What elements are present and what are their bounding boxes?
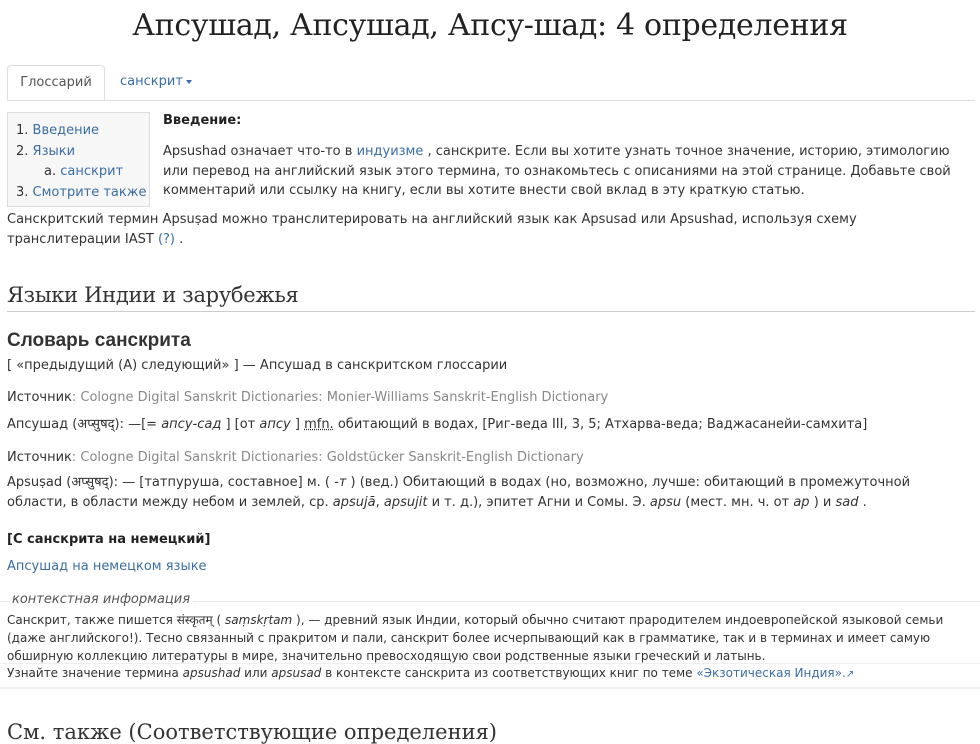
entry-monier-williams: Апсушад (अप्सुषद्): —[= апсу-сад ] [от апсу ] mfn. обитающий в водах, [Риг-веда III, 3, 5; Атхарва-веда; Ваджасанейи-самхита] [7, 417, 868, 432]
toc-item: a. санскрит [44, 164, 124, 179]
toc-item: 2. Языки [16, 143, 76, 159]
context-text: Санскрит, также пишется संस्कृतम् ( saṃskṛtam ), — древний язык Индии, который обычно считают прародителем индоевропейской языковой семьи (даже английского!). Тесно связанный с пракритом и пали, санскрит более исчерпывающий как в грамматике, так и в терминах и имеет самую обширную коллекцию литературы в мире, значительно превосходящую свои родственные языки греческий и латынь. [7, 613, 944, 663]
intro-text: Apsushad означает что-то в индуизме , санскрите. Если вы хотите узнать точное значение, историю, этимологию или перевод на английский язык этого термина, то ознакомьтесь с описаниями на этой странице. Добавьте свой комментарий или ссылку на книгу, если вы хотите внести свой вклад в эту краткую статью. [163, 144, 951, 198]
toc-link-languages[interactable]: Языки [32, 143, 76, 159]
section-divider [0, 687, 980, 689]
source-line-2: Источник: Cologne Digital Sanskrit Dictionaries: Goldstücker Sanskrit-English Dictionary [7, 450, 584, 465]
tab-sanskrit[interactable] [120, 65, 192, 100]
toc-link-intro[interactable]: Введение [32, 123, 100, 138]
context-label: контекстная информация [9, 592, 193, 607]
source-link-goldstucker[interactable]: : Cologne Digital Sanskrit Dictionaries: Goldstücker Sanskrit-English Dictionary [71, 450, 584, 465]
toc-link-sanskrit[interactable]: санскрит [60, 164, 124, 179]
transliteration-note: Санскритский термин Apsuṣad можно транслитерировать на английский язык как Apsusad или Apsushad, используя схему транслитерации IAST (?) . [7, 212, 857, 247]
table-of-contents [7, 112, 150, 207]
exotic-india-link[interactable]: «Экзотическая Индия». [696, 666, 846, 680]
caret-down-icon [186, 80, 192, 84]
german-heading: [С санскрита на немецкий] [7, 532, 211, 547]
abbr-mfn[interactable]: mfn. [304, 417, 334, 432]
intro-heading: Введение: [163, 113, 242, 128]
source-line-1: Источник: Cologne Digital Sanskrit Dictionaries: Monier-Williams Sanskrit-English Dictionary [7, 390, 609, 405]
toc-item: 3. Смотрите также [16, 184, 147, 200]
context-learn-more: Узнайте значение термина apsushad или apsusad в контексте санскрита из соответствующих книг по теме «Экзотическая Индия».↗ [7, 666, 855, 680]
entry-goldstucker: Apsuṣad (अप्सुषद्): — [татпуруша, составное] м. ( -т ) (вед.) Обитающий в водах (но, возможно, лучше: обитающий в промежуточной области, в области между небом и землей, ср. apsujā, apsujit и т. д.), эпитет Агни и Сомы. Э. apsu (мест. мн. ч. от ap ) и sad . [7, 475, 911, 510]
section-heading-languages: Языки Индии и зарубежья [7, 283, 975, 312]
page-title: Апсушад, Апсушад, Апсу-шад: 4 определения [132, 8, 848, 43]
iast-help-link[interactable]: (?) [157, 232, 175, 247]
toc-item: 1. Введение [16, 123, 100, 138]
hinduism-link[interactable]: индуизме [356, 144, 424, 159]
tab-sanskrit-label: санскрит [120, 74, 183, 89]
source-link-monier[interactable]: : Cologne Digital Sanskrit Dictionaries: Monier-Williams Sanskrit-English Dictionary [71, 390, 609, 405]
tab-bar [7, 65, 975, 101]
toc-link-see-also[interactable]: Смотрите также [32, 184, 147, 200]
glossary-nav[interactable]: [ «предыдущий (A) следующий» ] — Апсушад в санскритском глоссарии [7, 358, 508, 373]
see-also-heading: См. также (Соответствующие определения) [7, 720, 498, 744]
tab-glossary[interactable]: Глоссарий [7, 65, 105, 100]
external-link-icon[interactable]: ↗ [845, 669, 855, 680]
context-divider [0, 663, 980, 664]
german-link[interactable]: Апсушад на немецком языке [7, 559, 207, 574]
dictionary-heading: Словарь санскрита [7, 330, 191, 351]
